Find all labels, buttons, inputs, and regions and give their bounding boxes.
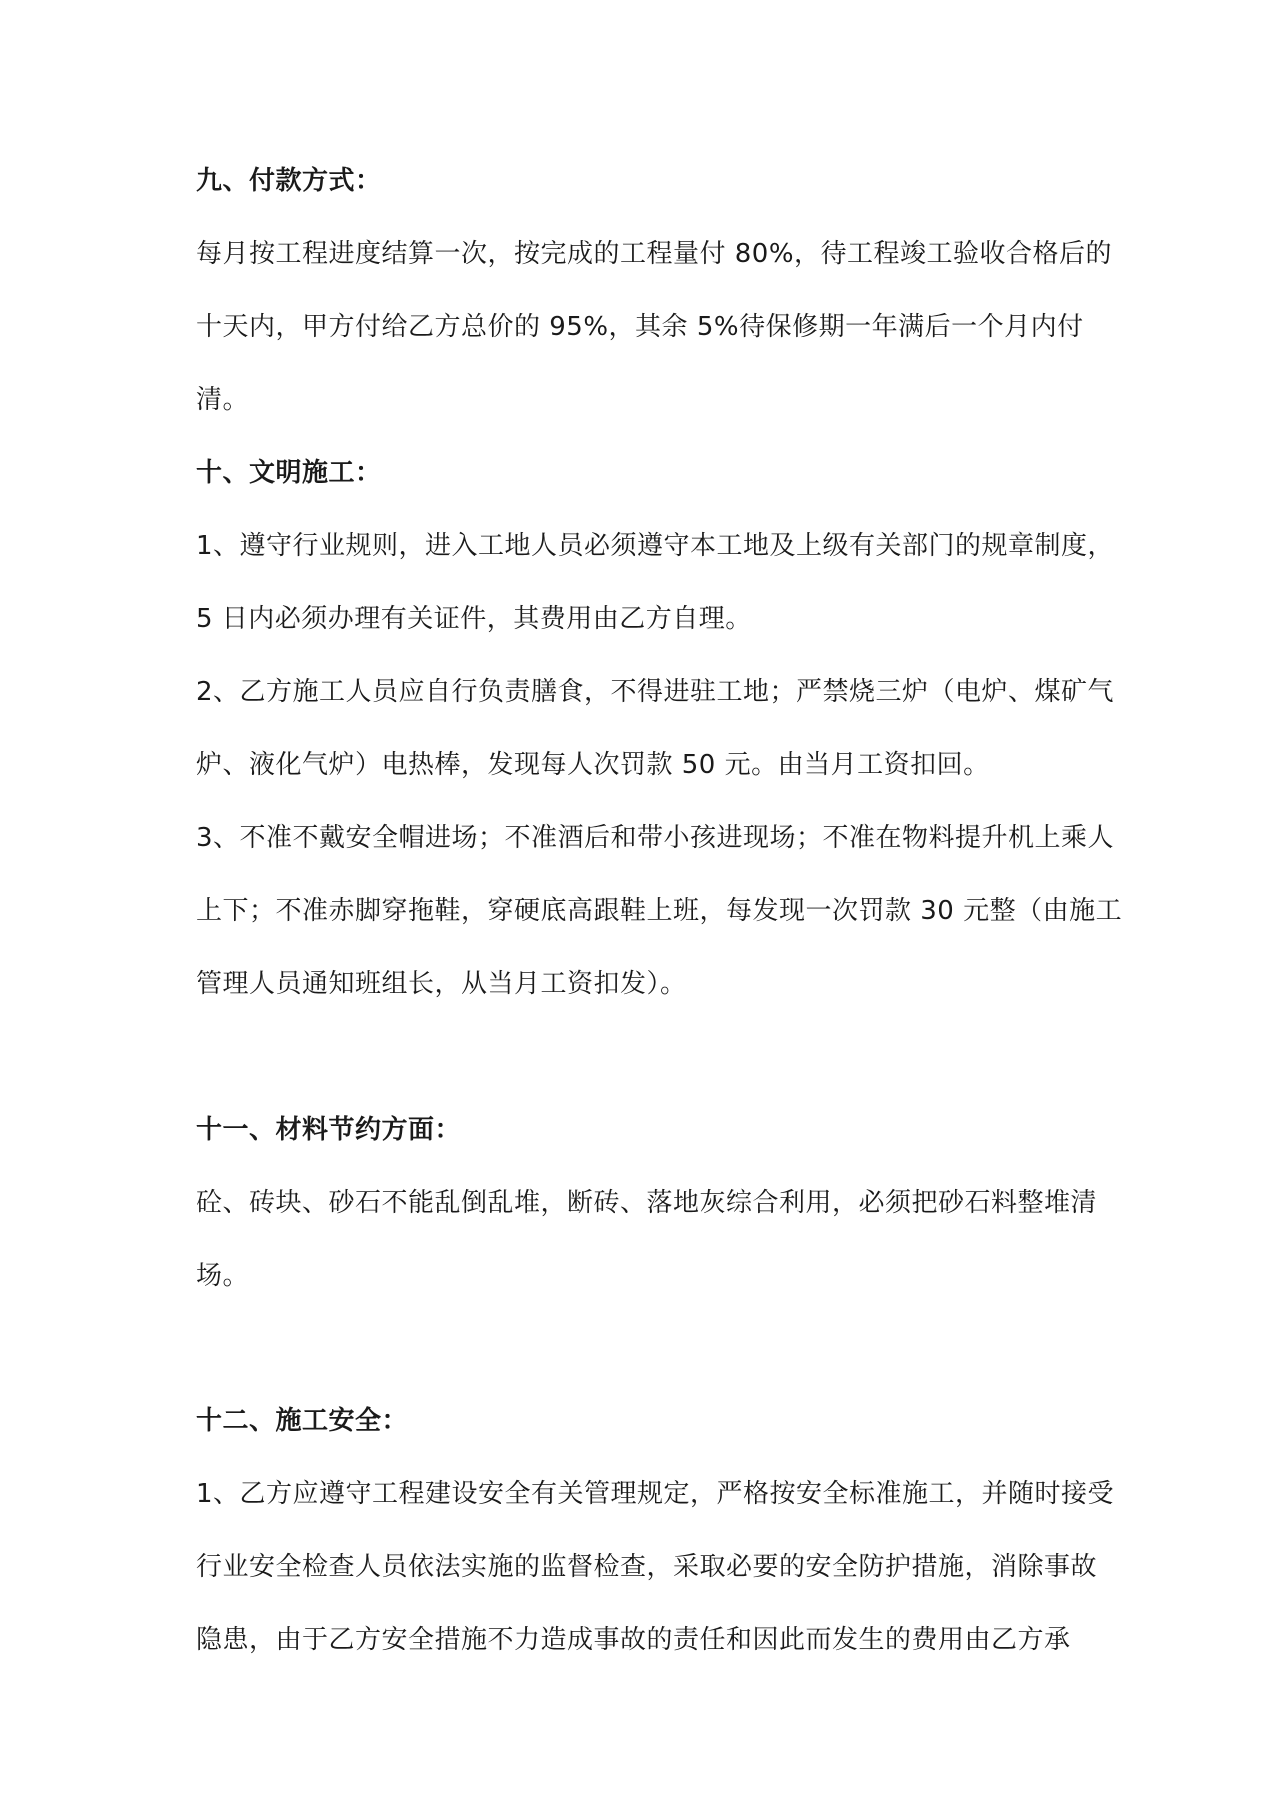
- section-11-heading: 十一、材料节约方面：: [196, 1115, 462, 1145]
- section-10-line-5: 3、不准不戴安全帽进场；不准酒后和带小孩进现场；不准在物料提升机上乘人: [196, 823, 1115, 853]
- section-12-heading: 十二、施工安全：: [196, 1406, 409, 1436]
- section-10-line-3: 2、乙方施工人员应自行负责膳食，不得进驻工地；严禁烧三炉（电炉、煤矿气: [196, 677, 1115, 707]
- section-10-heading: 十、文明施工：: [196, 458, 382, 488]
- section-9-line-3: 清。: [196, 385, 250, 415]
- section-10-line-4: 炉、液化气炉）电热棒，发现每人次罚款 50 元。由当月工资扣回。: [196, 750, 990, 780]
- section-9-line-2: 十天内，甲方付给乙方总价的 95%，其余 5%待保修期一年满后一个月内付: [196, 312, 1084, 342]
- section-11-line-2: 场。: [196, 1261, 250, 1291]
- section-9-line-1: 每月按工程进度结算一次，按完成的工程量付 80%，待工程竣工验收合格后的: [196, 239, 1113, 269]
- section-10-line-7: 管理人员通知班组长，从当月工资扣发）。: [196, 969, 687, 999]
- section-10-line-1: 1、遵守行业规则，进入工地人员必须遵守本工地及上级有关部门的规章制度，: [196, 531, 1115, 561]
- section-12-line-1: 1、乙方应遵守工程建设安全有关管理规定，严格按安全标准施工，并随时接受: [196, 1479, 1115, 1509]
- section-12-line-3: 隐患，由于乙方安全措施不力造成事故的责任和因此而发生的费用由乙方承: [196, 1625, 1071, 1655]
- section-10-line-6: 上下；不准赤脚穿拖鞋，穿硬底高跟鞋上班，每发现一次罚款 30 元整（由施工: [196, 896, 1123, 926]
- section-9-heading: 九、付款方式：: [196, 166, 382, 196]
- section-10-line-2: 5 日内必须办理有关证件，其费用由乙方自理。: [196, 604, 752, 634]
- section-12-line-2: 行业安全检查人员依法实施的监督检查，采取必要的安全防护措施，消除事故: [196, 1552, 1098, 1582]
- section-11-line-1: 砼、砖块、砂石不能乱倒乱堆，断砖、落地灰综合利用，必须把砂石料整堆清: [196, 1188, 1098, 1218]
